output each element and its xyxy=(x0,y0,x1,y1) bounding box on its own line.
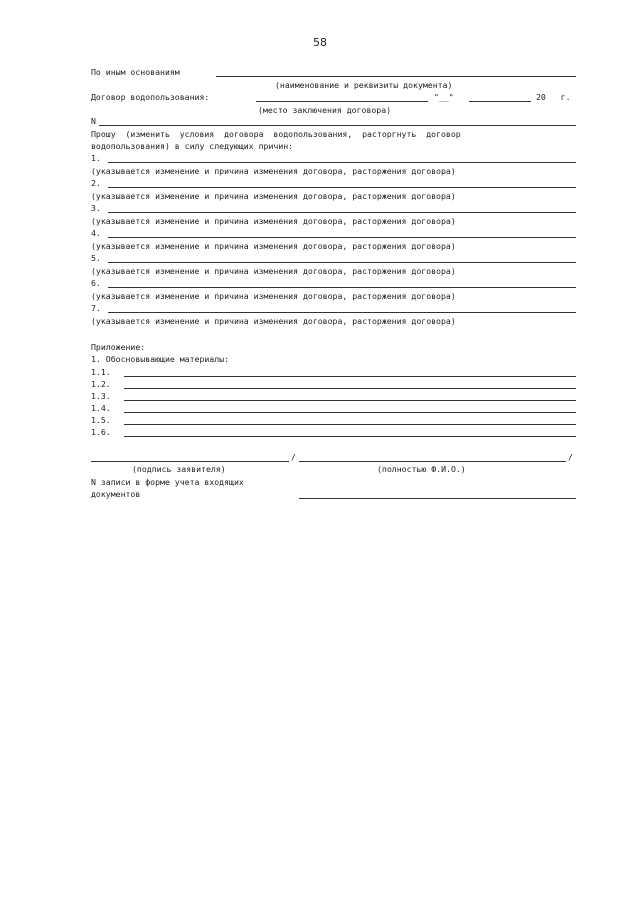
request-line-2: водопользования) в силу следующих причин: xyxy=(91,141,294,151)
appendix-item-6-field[interactable] xyxy=(124,436,576,437)
appendix-item-2-label: 1.2. xyxy=(91,379,111,389)
signature-separator: / xyxy=(291,452,296,462)
page-number: 58 xyxy=(313,36,327,49)
reason-1-field[interactable] xyxy=(108,162,576,163)
contract-place-field[interactable] xyxy=(256,101,428,102)
signature-field[interactable] xyxy=(91,461,289,462)
reason-1-number: 1. xyxy=(91,153,101,163)
signature-caption: (подпись заявителя) xyxy=(132,464,226,474)
other-grounds-label: По иным основаниям xyxy=(91,67,180,77)
reason-7-caption: (указывается изменение и причина изменения договора, расторжения договора) xyxy=(91,316,456,326)
reason-5-number: 5. xyxy=(91,253,101,263)
reason-2-number: 2. xyxy=(91,178,101,188)
appendix-item-5-label: 1.5. xyxy=(91,415,111,425)
appendix-item-1-label: 1.1. xyxy=(91,367,111,377)
contract-label: Договор водопользования: xyxy=(91,92,210,102)
reason-5-caption: (указывается изменение и причина изменения договора, расторжения договора) xyxy=(91,266,456,276)
reason-3-number: 3. xyxy=(91,203,101,213)
appendix-item-3-field[interactable] xyxy=(124,400,576,401)
record-number-field[interactable] xyxy=(299,498,576,499)
reason-2-caption: (указывается изменение и причина изменения договора, расторжения договора) xyxy=(91,191,456,201)
reason-3-caption: (указывается изменение и причина изменения договора, расторжения договора) xyxy=(91,216,456,226)
appendix-item-2-field[interactable] xyxy=(124,388,576,389)
number-label: N xyxy=(91,116,96,126)
appendix-title: Приложение: xyxy=(91,342,146,352)
appendix-item-4-label: 1.4. xyxy=(91,403,111,413)
appendix-subtitle: 1. Обосновывающие материалы: xyxy=(91,354,230,364)
reason-6-field[interactable] xyxy=(108,287,576,288)
contract-day: "__" xyxy=(434,92,454,102)
contract-year: 20 г. xyxy=(536,92,571,102)
reason-1-caption: (указывается изменение и причина изменения договора, расторжения договора) xyxy=(91,166,456,176)
other-grounds-caption: (наименование и реквизиты документа) xyxy=(275,80,453,90)
reason-7-number: 7. xyxy=(91,303,101,313)
appendix-item-4-field[interactable] xyxy=(124,412,576,413)
record-label-line-2: документов xyxy=(91,489,141,499)
appendix-item-1-field[interactable] xyxy=(124,376,576,377)
reason-7-field[interactable] xyxy=(108,312,576,313)
full-name-caption: (полностью Ф.И.О.) xyxy=(377,464,466,474)
appendix-item-3-label: 1.3. xyxy=(91,391,111,401)
reason-4-field[interactable] xyxy=(108,237,576,238)
reason-6-caption: (указывается изменение и причина изменения договора, расторжения договора) xyxy=(91,291,456,301)
other-grounds-field[interactable] xyxy=(216,76,576,77)
reason-2-field[interactable] xyxy=(108,187,576,188)
appendix-item-5-field[interactable] xyxy=(124,424,576,425)
reason-4-caption: (указывается изменение и причина изменения договора, расторжения договора) xyxy=(91,241,456,251)
reason-4-number: 4. xyxy=(91,228,101,238)
appendix-item-6-label: 1.6. xyxy=(91,427,111,437)
contract-caption: (место заключения договора) xyxy=(258,105,392,115)
reason-5-field[interactable] xyxy=(108,262,576,263)
number-field[interactable] xyxy=(99,125,576,126)
reason-6-number: 6. xyxy=(91,278,101,288)
reason-3-field[interactable] xyxy=(108,212,576,213)
record-label-line-1: N записи в форме учета входящих xyxy=(91,477,244,487)
request-line-1: Прошу (изменить условия договора водопользования, расторгнуть договор xyxy=(91,129,461,139)
full-name-field[interactable] xyxy=(299,461,566,462)
signature-end-separator: / xyxy=(568,452,573,462)
contract-month-field[interactable] xyxy=(469,101,531,102)
